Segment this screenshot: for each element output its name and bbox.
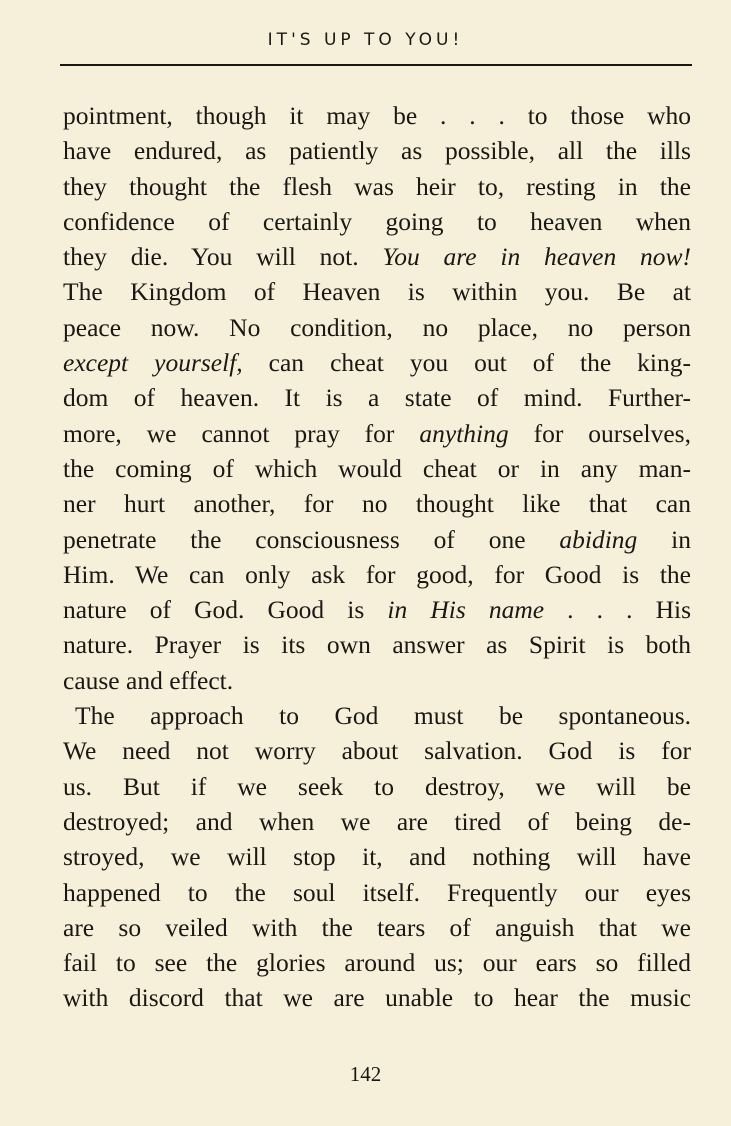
text-segment: stroyed, we will stop it, and nothing will have — [63, 842, 691, 872]
text-segment: nature of God. Good is — [63, 595, 388, 625]
text-line — [63, 804, 691, 839]
text-line — [63, 769, 691, 804]
text-line — [63, 627, 691, 662]
italic-text: anything — [419, 418, 509, 448]
text-segment: more, we cannot pray for — [63, 418, 420, 448]
header-rule — [60, 64, 692, 66]
text-line — [63, 204, 691, 239]
text-segment: dom of heaven. It is a state of mind. Further- — [63, 383, 691, 413]
text-segment: they thought the flesh was heir to, resting in the — [63, 171, 691, 201]
text-line — [63, 274, 691, 309]
text-segment: destroyed; and when we are tired of being de- — [63, 806, 691, 836]
text-segment: Him. We can only ask for good, for Good is the — [63, 559, 691, 589]
text-segment: pointment, though it may be . . . to those who — [63, 101, 691, 130]
text-segment: confidence of certainly going to heaven when — [63, 206, 691, 236]
text-line — [63, 416, 691, 451]
page-body-text — [63, 98, 691, 1016]
text-segment: . . . His — [544, 595, 691, 625]
text-segment: nature. Prayer is its own answer as Spirit is both — [63, 630, 691, 660]
text-line — [63, 345, 691, 380]
text-segment: fail to see the glories around us; our ears so filled — [63, 948, 691, 978]
text-line — [63, 98, 691, 133]
text-segment: happened to the soul itself. Frequently our eyes — [63, 877, 691, 907]
text-line — [63, 133, 691, 168]
text-segment: with discord that we are unable to hear the music — [63, 983, 691, 1013]
italic-text: except yourself, — [63, 348, 243, 378]
text-segment: penetrate the consciousness of one — [63, 524, 560, 554]
page-number: 142 — [349, 1062, 382, 1086]
text-line — [63, 698, 691, 733]
text-line — [63, 169, 691, 204]
text-segment: cause and effect. — [63, 665, 234, 695]
text-segment: We need not worry about salvation. God is for — [63, 736, 691, 766]
italic-text: abiding — [559, 524, 638, 554]
text-line — [63, 239, 691, 274]
text-line — [63, 380, 691, 415]
text-segment: us. But if we seek to destroy, we will be — [63, 771, 691, 801]
text-segment: the coming of which would cheat or in any man- — [63, 453, 691, 483]
text-line — [63, 980, 691, 1015]
running-header: IT'S UP TO YOU! — [267, 30, 464, 50]
italic-text: You are in heaven now! — [382, 242, 691, 272]
text-line — [63, 522, 691, 557]
text-segment: in — [637, 524, 691, 554]
text-segment: can cheat you out of the king- — [242, 348, 691, 378]
text-segment: are so veiled with the tears of anguish that we — [63, 912, 691, 942]
text-segment: have endured, as patiently as possible, all the ills — [63, 136, 691, 166]
text-segment: peace now. No condition, no place, no person — [63, 312, 691, 342]
text-line — [63, 310, 691, 345]
text-line — [63, 486, 691, 521]
text-line — [63, 451, 691, 486]
text-line — [63, 663, 691, 698]
text-segment: The approach to God must be spontaneous. — [75, 701, 691, 731]
text-line — [63, 839, 691, 874]
text-segment: for ourselves, — [508, 418, 691, 448]
text-line — [63, 945, 691, 980]
italic-text: in His name — [387, 595, 545, 625]
text-line — [63, 875, 691, 910]
text-line — [63, 557, 691, 592]
text-line — [63, 910, 691, 945]
text-line — [63, 733, 691, 768]
text-segment: they die. You will not. — [63, 242, 383, 272]
text-line — [63, 592, 691, 627]
text-segment: ner hurt another, for no thought like that can — [63, 489, 691, 519]
text-segment: The Kingdom of Heaven is within you. Be at — [63, 277, 691, 307]
